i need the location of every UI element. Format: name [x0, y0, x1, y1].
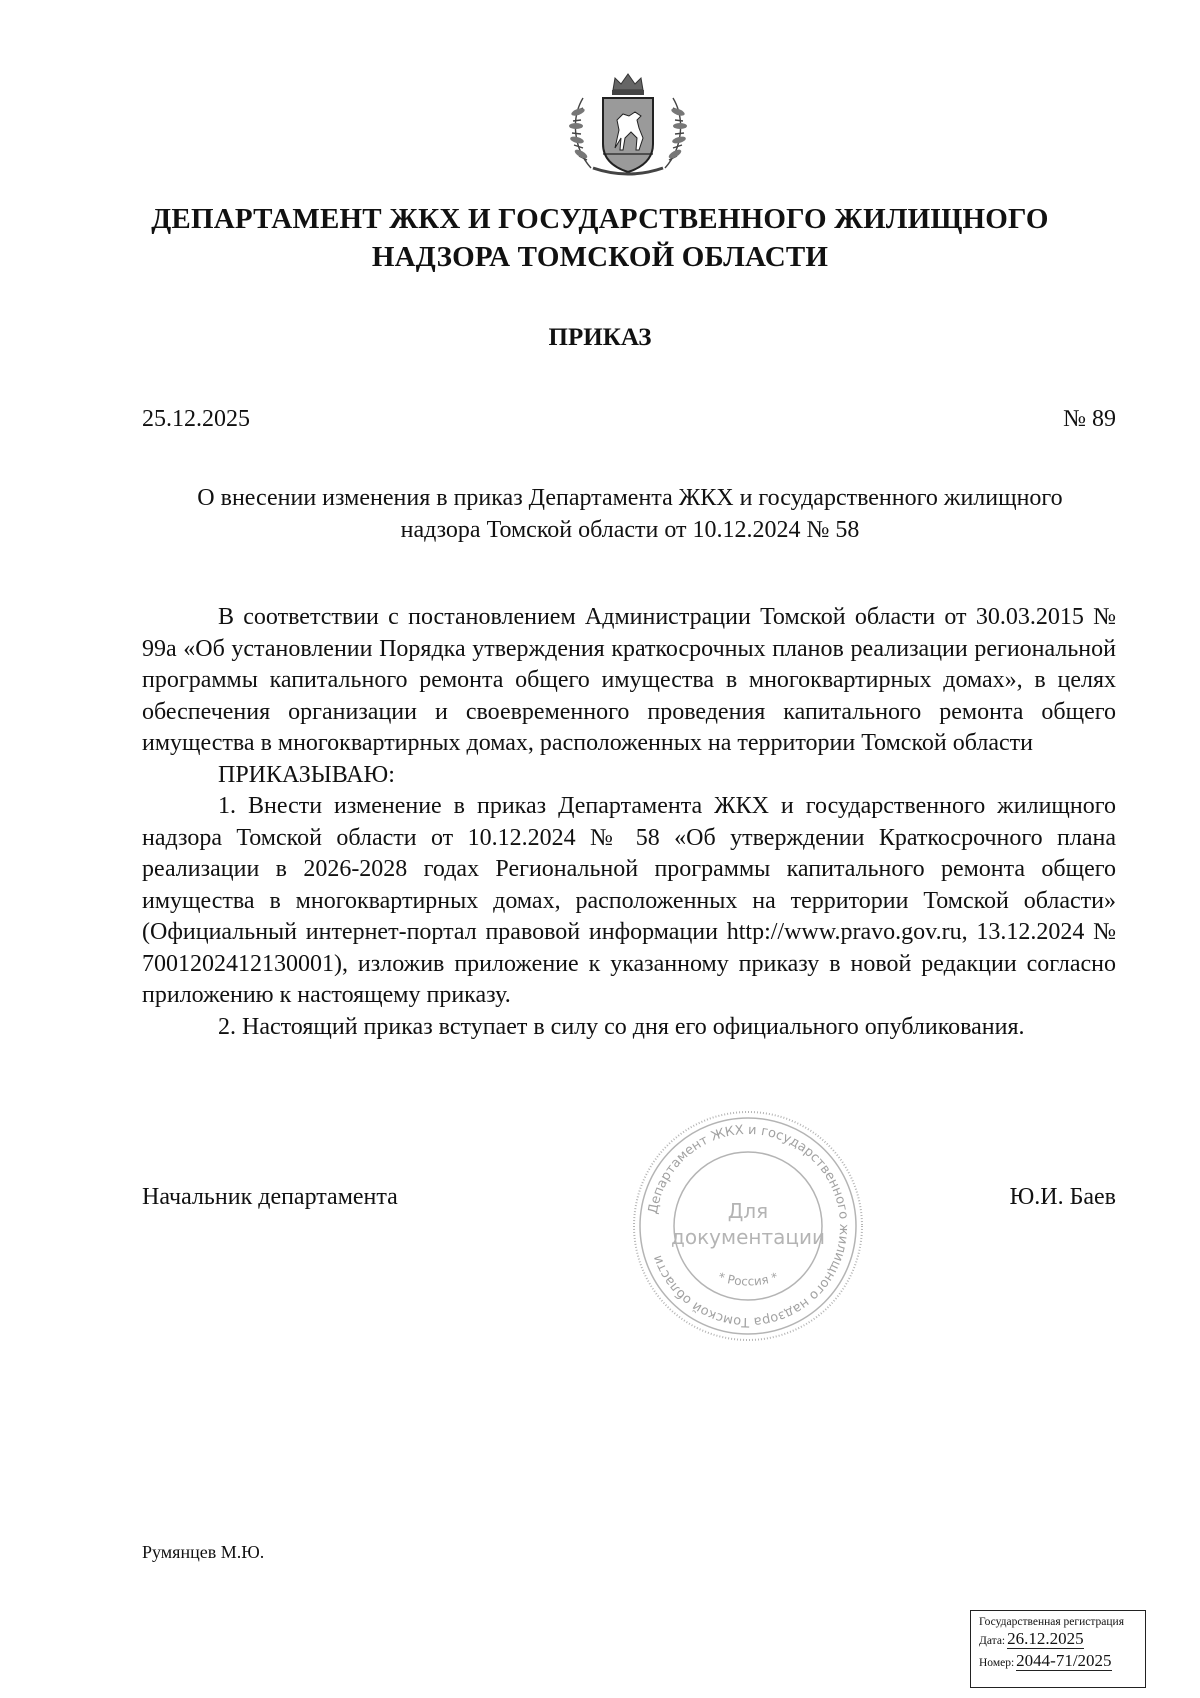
registration-date-value: 26.12.2025 [1007, 1629, 1084, 1648]
command-word: ПРИКАЗЫВАЮ: [218, 761, 395, 788]
document-type: ПРИКАЗ [548, 324, 652, 351]
department-title [100, 200, 1100, 276]
stamp-ring-text: Департамент ЖКХ и государственного жилищного надзора Томской области [645, 1122, 852, 1330]
order-subject [142, 482, 1118, 546]
registration-number-value: 2044-71/2025 [1016, 1651, 1112, 1670]
registration-date-label: Дата: [979, 1635, 1006, 1647]
order-date: 25.12.2025 [142, 406, 250, 432]
executor-name: Румянцев М.Ю. [142, 1542, 265, 1562]
registration-number-label: Номер: [979, 1657, 1015, 1669]
subject-line1: О внесении изменения в приказ Департамента ЖКХ и государственного жилищного [197, 485, 1063, 511]
signatory-name: Ю.И. Баев [1009, 1184, 1116, 1210]
registration-box [970, 1610, 1146, 1688]
order-item-2: 2. Настоящий приказ вступает в силу со дня его официального опубликования. [218, 1013, 1025, 1040]
official-stamp [630, 1108, 866, 1344]
stamp-center-line1: Для [727, 1199, 769, 1223]
registration-title: Государственная регистрация [979, 1616, 1124, 1628]
stamp-bottom-text: * Россия * [716, 1269, 780, 1289]
registration-number-row [979, 1652, 1139, 1674]
stamp-center-line2: документации [671, 1225, 825, 1249]
order-number: № 89 [1063, 406, 1116, 432]
preamble-paragraph: В соответствии с постановлением Администрации Томской области от 30.03.2015 № 99а «Об установлении Порядка утверждения краткосрочных планов реализации региональной программы капитального ремонта общего имущества в многоквартирных домах», в целях обеспечения организации и своевременного проведения капитального ремонта общего имущества в многоквартирных домах, расположенных на территории Томской области [142, 604, 1116, 756]
department-title-line2: НАДЗОРА ТОМСКОЙ ОБЛАСТИ [371, 241, 829, 273]
coat-of-arms-icon [563, 68, 693, 180]
department-title-line1: ДЕПАРТАМЕНТ ЖКХ И ГОСУДАРСТВЕННОГО ЖИЛИЩНОГО [151, 203, 1049, 235]
signatory-position: Начальник департамента [142, 1184, 398, 1210]
registration-date-row [979, 1630, 1139, 1652]
order-body [142, 602, 1116, 1043]
order-item-1: 1. Внести изменение в приказ Департамента ЖКХ и государственного жилищного надзора Томской области от 10.12.2024 № 58 «Об утверждении Краткосрочного плана реализации в 2026-2028 годах Региональной программы капитального ремонта общего имущества в многоквартирных домах, расположенных на территории Томской области» (Официальный интернет-портал правовой информации http://www.pravo.gov.ru, 13.12.2024 № 7001202412130001), изложив приложение к указанному приказу в новой редакции согласно приложению к настоящему приказу. [142, 793, 1116, 1008]
subject-line2: надзора Томской области от 10.12.2024 № 58 [400, 517, 860, 543]
